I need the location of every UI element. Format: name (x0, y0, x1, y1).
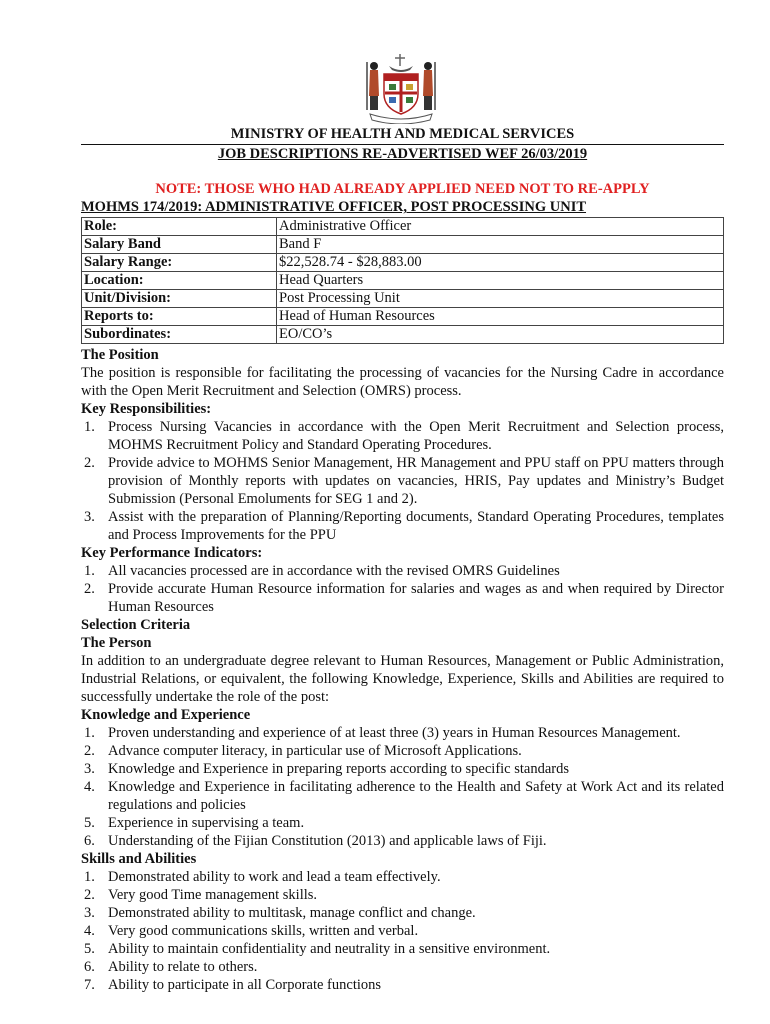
ministry-title: MINISTRY OF HEALTH AND MEDICAL SERVICES (230, 126, 575, 142)
skills-list (81, 868, 724, 994)
table-row: Unit/Division: Post Processing Unit (82, 290, 724, 308)
responsibilities-heading: Key Responsibilities: (81, 401, 212, 417)
position-title: MOHMS 174/2019: ADMINISTRATIVE OFFICER, POST PROCESSING UNIT (81, 199, 587, 215)
skills-heading: Skills and Abilities (81, 851, 197, 867)
table-row: Location: Head Quarters (82, 272, 724, 290)
list-item: 3. Assist with the preparation of Planning/Reporting documents, Standard Operating Procedures, templates and Process Improvements for the PPU (84, 509, 724, 543)
kpi-heading: Key Performance Indicators: (81, 545, 263, 561)
kpi-list (81, 562, 724, 616)
list-item: 2. Advance computer literacy, in particular use of Microsoft Applications. (84, 743, 522, 759)
list-item: 3. Demonstrated ability to multitask, manage conflict and change. (84, 905, 476, 921)
list-item: 3. Knowledge and Experience in preparing reports according to specific standards (84, 761, 570, 777)
position-heading: The Position (81, 347, 159, 363)
list-item: 1. All vacancies processed are in accordance with the revised OMRS Guidelines (84, 563, 560, 579)
selection-criteria-heading: Selection Criteria (81, 617, 191, 633)
list-item: 1. Demonstrated ability to work and lead a team effectively. (84, 869, 441, 885)
list-item: 2. Provide advice to MOHMS Senior Management, HR Management and PPU staff on PPU matters through provision of Monthly reports with updates on vacancies, HRIS, Pay updates and Ministry’s Budget Submission (Personal Emoluments for SEG 1 and 2). (84, 455, 724, 507)
responsibilities-list (81, 418, 724, 544)
table-row: Reports to: Head of Human Resources (82, 308, 724, 326)
list-item: 1. Proven understanding and experience of at least three (3) years in Human Resources Management. (84, 725, 681, 741)
list-item: 4. Very good communications skills, written and verbal. (84, 923, 419, 939)
list-item: 5. Experience in supervising a team. (84, 815, 305, 831)
document-subtitle: JOB DESCRIPTIONS RE-ADVERTISED WEF 26/03/2019 (217, 146, 588, 162)
title-divider (81, 144, 724, 145)
position-text: The position is responsible for facilitating the processing of vacancies for the Nursing Cadre in accordance with the Open Merit Recruitment and Selection (OMRS) process. (81, 365, 724, 399)
table-row: Role: Administrative Officer (82, 218, 724, 236)
reapply-note: NOTE: THOSE WHO HAD ALREADY APPLIED NEED NOT TO RE-APPLY (155, 181, 650, 197)
fiji-coat-of-arms-icon (364, 52, 438, 124)
list-item: 2. Provide accurate Human Resource information for salaries and wages as and when required by Director Human Resources (84, 581, 724, 615)
person-text: In addition to an undergraduate degree relevant to Human Resources, Management or Public Administration, Industrial Relations, or equivalent, the following Knowledge, Experience, Skills and Abilities are required to successfully undertake the role of the post: (81, 653, 724, 705)
list-item: 1. Process Nursing Vacancies in accordance with the Open Merit Recruitment and Selection process, MOHMS Recruitment Policy and Standard Operating Procedures. (84, 419, 724, 453)
job-info-table (81, 217, 724, 344)
table-row: Subordinates: EO/CO’s (82, 326, 724, 344)
table-row: Salary Range: $22,528.74 - $28,883.00 (82, 254, 724, 272)
knowledge-heading: Knowledge and Experience (81, 707, 251, 723)
list-item: 7. Ability to participate in all Corporate functions (84, 977, 382, 993)
list-item: 2. Very good Time management skills. (84, 887, 318, 903)
table-row: Salary Band Band F (82, 236, 724, 254)
list-item: 4. Knowledge and Experience in facilitating adherence to the Health and Safety at Work Act and its related regulations and policies (84, 779, 724, 813)
knowledge-list (81, 724, 724, 850)
list-item: 6. Ability to relate to others. (84, 959, 258, 975)
document-body (81, 346, 724, 994)
list-item: 5. Ability to maintain confidentiality and neutrality in a sensitive environment. (84, 941, 551, 957)
list-item: 6. Understanding of the Fijian Constitution (2013) and applicable laws of Fiji. (84, 833, 547, 849)
person-heading: The Person (81, 635, 152, 651)
